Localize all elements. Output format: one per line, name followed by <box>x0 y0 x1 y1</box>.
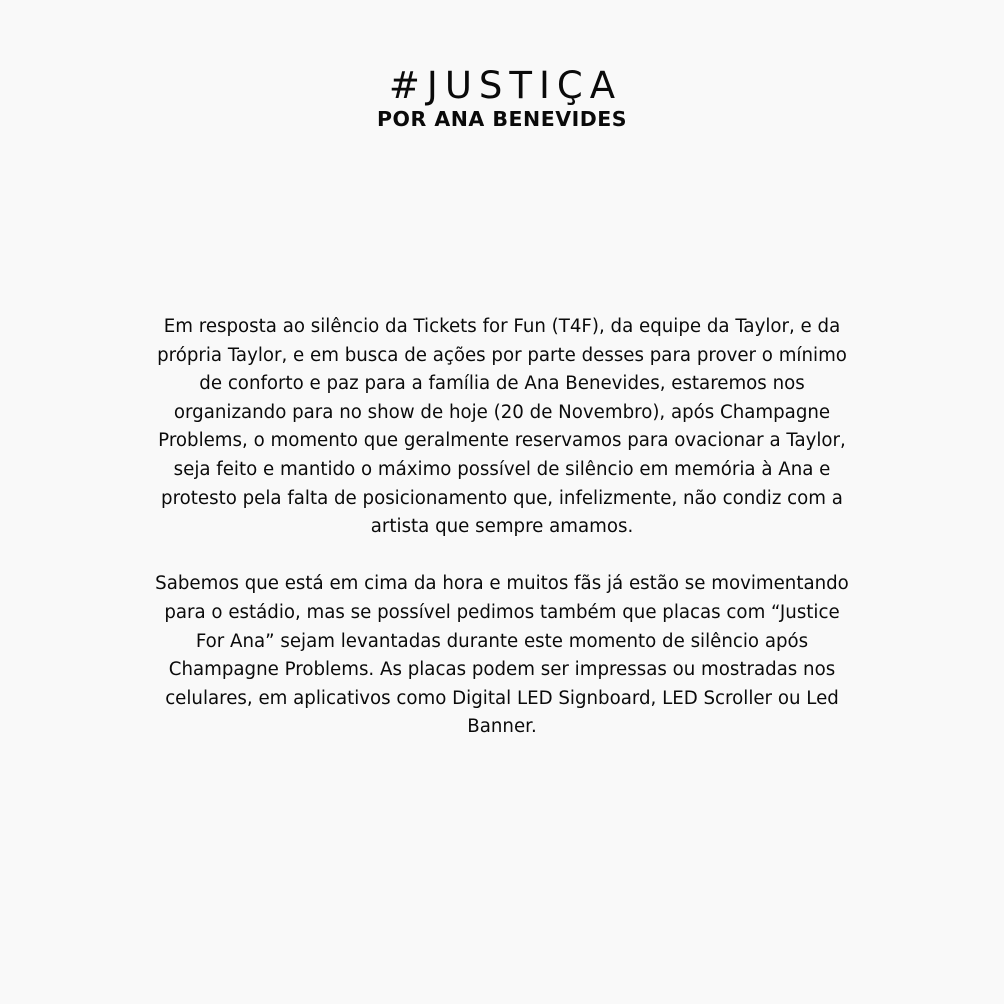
paragraph-1-line: seja feito e mantido o máximo possível de silêncio em memória à Ana e <box>173 458 831 480</box>
paragraph-1-line: artista que sempre amamos. <box>370 516 634 538</box>
paragraph-1 <box>78 313 926 542</box>
page-subtitle: POR ANA BENEVIDES <box>377 107 627 131</box>
paragraph-2-line: Sabemos que está em cima da hora e muitos fãs já estão se movimentando <box>155 573 849 595</box>
paragraph-2-line: Champagne Problems. As placas podem ser impressas ou mostradas nos <box>168 659 836 681</box>
paragraph-1-line: de conforto e paz para a família de Ana Benevides, estaremos nos <box>199 373 805 395</box>
statement-body <box>78 313 926 742</box>
page-title: #JUSTIÇA <box>388 64 623 107</box>
paragraph-1-line: Problems, o momento que geralmente reservamos para ovacionar a Taylor, <box>158 430 846 452</box>
paragraph-2-line: para o estádio, mas se possível pedimos também que placas com “Justice <box>164 601 840 623</box>
paragraph-2 <box>78 570 926 742</box>
paragraph-1-line: protesto pela falta de posicionamento que, infelizmente, não condiz com a <box>161 487 843 509</box>
paragraph-2-line: celulares, em aplicativos como Digital LED Signboard, LED Scroller ou Led <box>165 687 839 709</box>
paragraph-1-line: Em resposta ao silêncio da Tickets for Fun (T4F), da equipe da Taylor, e da <box>163 316 841 337</box>
paragraph-1-line: própria Taylor, e em busca de ações por parte desses para prover o mínimo <box>157 344 847 366</box>
paragraph-2-line: Banner. <box>467 716 537 738</box>
paragraph-1-line: organizando para no show de hoje (20 de Novembro), após Champagne <box>173 401 831 423</box>
header <box>0 64 1004 131</box>
paragraph-2-line: For Ana” sejam levantadas durante este momento de silêncio após <box>195 630 809 652</box>
